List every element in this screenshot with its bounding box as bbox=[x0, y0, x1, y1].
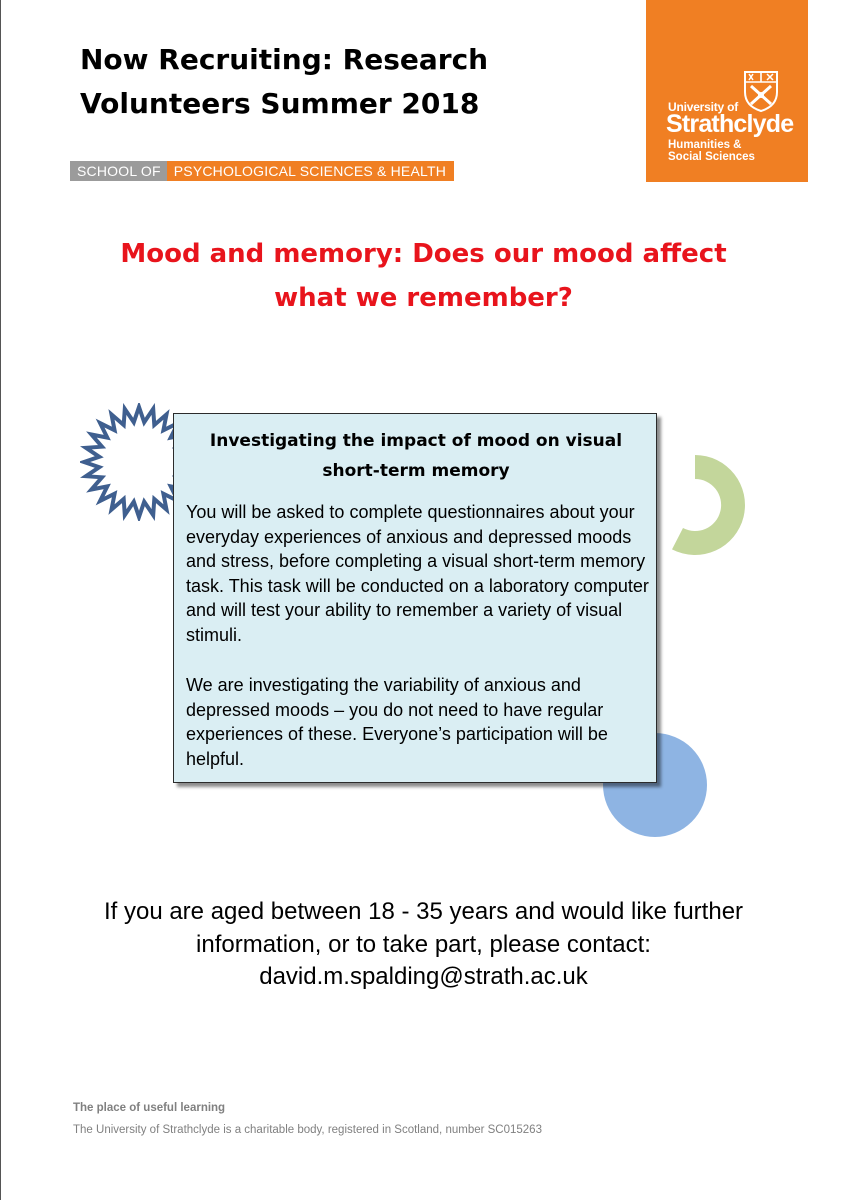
footer-tagline: The place of useful learning bbox=[73, 1102, 226, 1114]
contact-line-2: information, or to take part, please contact: bbox=[196, 930, 651, 958]
school-name: PSYCHOLOGICAL SCIENCES & HEALTH bbox=[167, 161, 454, 181]
box-title-line-1: Investigating the impact of mood on visual bbox=[209, 431, 623, 451]
logo-university-of: University of bbox=[668, 100, 739, 114]
title-line-2: Volunteers Summer 2018 bbox=[80, 87, 480, 120]
box-title-line-2: short-term memory bbox=[322, 461, 510, 481]
school-banner bbox=[70, 161, 454, 181]
strathclyde-crest-icon bbox=[743, 70, 779, 112]
title-line-1: Now Recruiting: Research bbox=[80, 43, 489, 76]
logo-faculty-line-1: Humanities & bbox=[668, 139, 742, 151]
eligibility-paragraph: We are investigating the variability of anxious and depressed moods – you do not need to have regular experiences of these. Everyone’s participation will be helpful. bbox=[186, 675, 608, 769]
contact-section bbox=[40, 896, 807, 994]
headline-line-2: what we remember? bbox=[274, 283, 573, 313]
logo-faculty-line-2: Social Sciences bbox=[668, 151, 755, 163]
logo-strathclyde: Strathclyde bbox=[666, 110, 794, 138]
footer-legal: The University of Strathclyde is a charitable body, registered in Scotland, number SC015263 bbox=[73, 1124, 542, 1136]
box-title bbox=[174, 426, 658, 486]
contact-line-1: If you are aged between 18 - 35 years and would like further bbox=[103, 898, 744, 925]
study-headline bbox=[60, 232, 787, 320]
contact-email[interactable]: david.m.spalding@strath.ac.uk bbox=[259, 963, 588, 990]
page-title bbox=[80, 38, 620, 126]
school-prefix: SCHOOL OF bbox=[70, 161, 167, 181]
page-border bbox=[0, 0, 1, 1200]
university-logo bbox=[646, 0, 808, 182]
description-paragraph: You will be asked to complete questionnaires about your everyday experiences of anxious and depressed moods and stress, before completing a visual short-term memory task. This task will be conducted on a laboratory computer and will test your ability to remember a variety of visual stimuli. bbox=[186, 502, 649, 645]
headline-line-1: Mood and memory: Does our mood affect bbox=[120, 239, 727, 269]
study-info-box bbox=[173, 413, 657, 783]
